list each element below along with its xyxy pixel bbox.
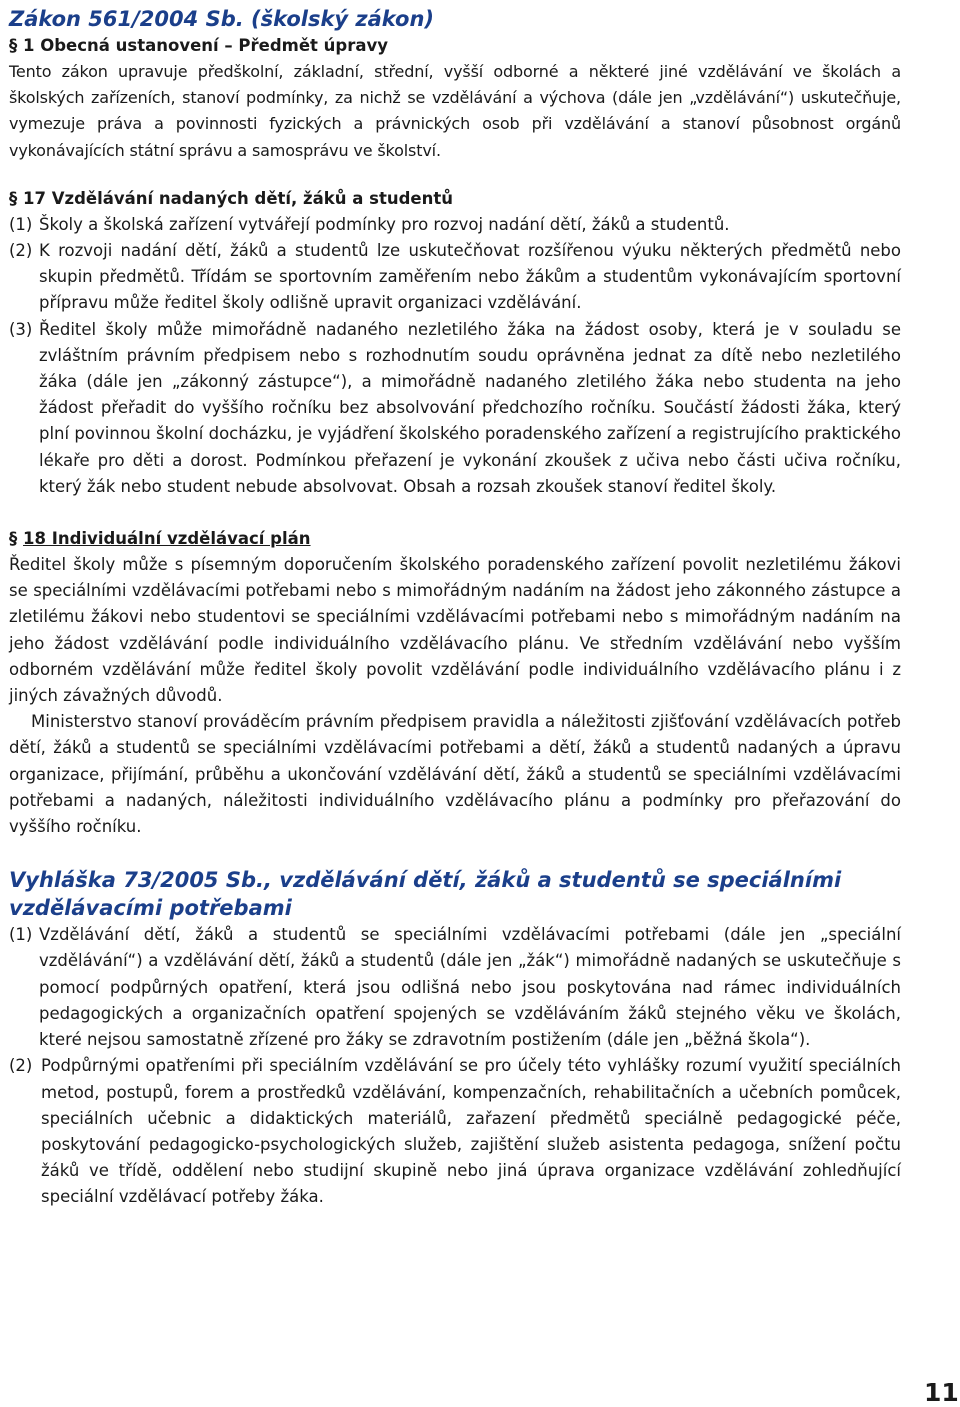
list-item: [9, 212, 901, 238]
list-item: [9, 1053, 901, 1210]
page-number: 11: [924, 1378, 959, 1407]
document-page: [9, 6, 901, 1211]
section-18: [9, 526, 901, 840]
item-text: Ředitel školy může mimořádně nadaného nezletilého žáka na žádost osoby, která je v souladu se zvláštním právním předpisem nebo s rozhodnutím soudu oprávněna jednat za dítě nebo nezletilého žáka (dále jen „zákonný zástupce“), a mimořádně nadaného zletilého žáka nebo studenta na jeho žádost přeřadit do vyššího ročníku bez absolvování předchozího ročníku. Součástí žádosti žáka, který plní povinnou školní docházku, je vyjádření školského poradenského zařízení a registrujícího praktického lékaře pro děti a dorost. Podmínkou přeřazení je vykonání zkoušek z učiva nebo části učiva ročníku, který žák nebo student nebude absolvovat. Obsah a rozsah zkoušek stanoví ředitel školy.: [39, 319, 901, 496]
section-18-heading: [9, 526, 901, 552]
list-item: [9, 238, 901, 317]
section-1-text: Tento zákon upravuje předškolní, základní, střední, vyšší odborné a některé jiné vzdělávání ve školách a školských zařízeních, stanoví podmínky, za nichž se vzdělávání a výchova (dále jen „vzdělávání“) uskutečňuje, vymezuje práva a povinnosti fyzických a právnických osob při vzdělávání a stanoví působnost orgánů vykonávajících státní správu a samosprávu ve školství.: [9, 62, 901, 160]
section-18-title: 18 Individuální vzdělávací plán: [23, 529, 311, 549]
item-text: Školy a školská zařízení vytvářejí podmínky pro rozvoj nadání dětí, žáků a studentů.: [39, 214, 730, 234]
list-item: [9, 922, 901, 1053]
decree-list: [9, 922, 901, 1210]
law-title: Zákon 561/2004 Sb. (školský zákon): [9, 7, 435, 31]
section-1: [9, 33, 901, 164]
item-number: (2): [9, 1056, 33, 1076]
item-number: (1): [9, 925, 33, 945]
item-number: (2): [9, 241, 33, 261]
item-number: (1): [9, 214, 33, 234]
item-text: K rozvoji nadání dětí, žáků a studentů lze uskutečňovat rozšířenou výuku některých předmětů nebo skupin předmětů. Třídám se sportovním zaměřením nebo žákům a studentům vykonávajícím sportovní přípravu může ředitel školy odlišně upravit organizaci vzdělávání.: [39, 241, 901, 313]
section-17-heading: § 17 Vzdělávání nadaných dětí, žáků a studentů: [9, 188, 453, 208]
section-17: [9, 186, 901, 500]
section-18-paragraph-1: Ředitel školy může s písemným doporučením školského poradenského zařízení povolit nezletilému žákovi se speciálními vzdělávacími potřebami nebo s mimořádným nadáním na žádost jeho zákonného zástupce a zletilému žákovi nebo studentovi se speciálními vzdělávacími potřebami nebo s mimořádným nadáním na jeho žádost vzdělávání podle individuálního vzdělávacího plánu. Ve středním vzdělávání nebo vyšším odborném vzdělávání může ředitel školy povolit vzdělávání podle individuálního vzdělávacího plánu i z jiných závažných důvodů.: [9, 555, 901, 706]
section-18-paragraph-2: Ministerstvo stanoví prováděcím právním předpisem pravidla a náležitosti zjišťování vzdělávacích potřeb dětí, žáků a studentů se speciálními vzdělávacími potřebami a dětí, žáků a studentů nadaných a úpravu organizace, přijímání, průběhu a ukončování vzdělávání dětí, žáků a studentů se speciálními vzdělávacími potřebami a nadaných, náležitosti individuálního vzdělávacího plánu a podmínky pro přeřazování do vyššího ročníku.: [9, 712, 901, 837]
item-number: (3): [9, 319, 33, 339]
item-text: Podpůrnými opatřeními při speciálním vzdělávání se pro účely této vyhlášky rozumí využití speciálních metod, postupů, forem a prostředků vzdělávání, kompenzačních, rehabilitačních a učebních pomůcek, speciálních učebnic a didaktických materiálů, zařazení předmětů speciálně pedagogické péče, poskytování pedagogicko-psychologických služeb, zajištění služeb asistenta pedagoga, snížení počtu žáků ve třídě, oddělení nebo studijní skupině nebo jiná úprava organizace vzdělávání zohledňující speciální vzdělávací potřeby žáka.: [41, 1056, 901, 1207]
decree-section: [9, 866, 901, 1210]
list-item: [9, 317, 901, 500]
item-text: Vzdělávání dětí, žáků a studentů se speciálními vzdělávacími potřebami (dále jen „speciální vzdělávání“) a vzdělávání dětí, žáků a studentů (dále jen „žák“) mimořádně nadaných se uskutečňuje s pomocí podpůrných opatření, která jsou odlišná nebo jsou poskytována nad rámec individuálních pedagogických a organizačních opatření spojených se vzděláváním žáků stejného věku ve školách, které nejsou samostatně zřízené pro žáky se zdravotním postižením (dále jen „běžná škola“).: [39, 925, 901, 1050]
section-sign: §: [9, 529, 18, 549]
section-1-heading: § 1 Obecná ustanovení – Předmět úpravy: [9, 36, 389, 55]
decree-title: Vyhláška 73/2005 Sb., vzdělávání dětí, žáků a studentů se speciálními vzdělávacími potřebami: [9, 868, 842, 921]
section-17-list: [9, 212, 901, 500]
